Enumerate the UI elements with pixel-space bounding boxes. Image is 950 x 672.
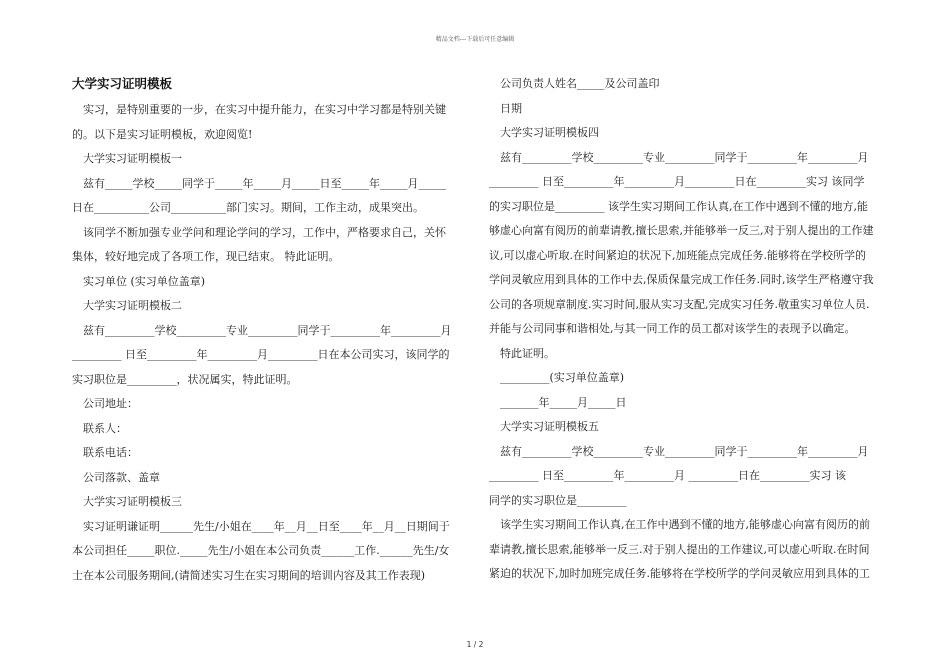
text-line: 大学实习证明模板三	[83, 495, 182, 508]
text-line: 兹有_________学校_________专业_________同学于_________年_________月	[500, 150, 869, 164]
text-line: _______年_____月_____日	[500, 395, 627, 409]
text-line: _________ 日至_________年_________月_________日在本公司实习，该同学的	[72, 348, 450, 361]
text-line: 本公司担任_____职位._____先生/小姐在本公司负责______工作.______先生/女	[72, 544, 450, 557]
text-line: 公司落款、盖章	[83, 470, 160, 484]
left-column	[72, 72, 468, 588]
text-line: 大学实习证明模板四	[500, 126, 599, 139]
text-line: 士在本公司服务期间,(请简述实习生在实习期间的培训内容及其工作表现)	[72, 568, 426, 582]
document-title: 大学实习证明模板	[72, 76, 173, 91]
text-line: 同学的实习职位是_________	[489, 493, 627, 507]
text-line: 实习，是特别重要的一步，在实习中提升能力，在实习中学习都是特别关键	[83, 103, 446, 116]
text-line: 并能与公司同事和谐相处,与其一同工作的员工都对该学生的表现予以确定。	[489, 322, 856, 335]
text-line: 公司地址：	[83, 397, 138, 410]
text-line: _________ 日至_________年_________月_________日在_________实习 该同学	[489, 175, 865, 188]
text-line: 实习单位 (实习单位盖章)	[83, 274, 206, 288]
text-line: 实习证明谦证明______先生/小姐在____年__月__日至____年__月__日期间于	[83, 519, 450, 533]
page-header: 精品文档---下载后可任意编辑	[435, 36, 515, 43]
text-line: 兹有_________学校_________专业_________同学于_________年_________月	[83, 323, 452, 337]
text-line: 大学实习证明模板一	[83, 152, 182, 165]
text-line: 日期	[500, 101, 522, 115]
text-line: 大学实习证明模板二	[83, 299, 182, 312]
text-line: 联系人：	[83, 421, 127, 435]
text-line: 集体，较好地完成了各项工作，现已结束。 特此证明。	[72, 250, 340, 263]
text-line: _________ 日至_________年_________月 _________日在_________实习 该	[489, 469, 846, 482]
text-line: _________(实习单位盖章)	[500, 371, 625, 384]
text-line: 公司负责人姓名_____及公司盖印	[500, 77, 660, 90]
text-line: 够虚心向富有阅历的前辈请教,擅长思索,并能够举一反三,对于别人提出的工作建	[489, 224, 874, 237]
text-line: 的实习职位是_________ 该学生实习期间工作认真,在工作中遇到不懂的地方,能	[489, 199, 868, 213]
text-line: 的。以下是实习证明模板，欢迎阅览!	[72, 127, 253, 141]
right-column-lines	[489, 72, 885, 587]
text-line: 大学实习证明模板五	[500, 420, 599, 433]
page-number: 1 / 2	[466, 640, 484, 649]
text-line: 日在__________公司__________部门实习。期间，工作主动，成果突出。	[72, 201, 424, 214]
text-line: 实习职位是_________，状况属实，特此证明。	[72, 372, 298, 386]
right-column	[489, 72, 885, 587]
text-line: 辈请教,擅长思索,能够举一反三.对于别人提出的工作建议,可以虚心听取.在时间	[489, 542, 870, 556]
text-line: 兹有_____学校_____同学于_____年_____月_____日至_____年_____月_____	[83, 176, 446, 190]
text-line: 该学生实习期间工作认真,在工作中遇到不懂的地方,能够虚心向富有阅历的前	[500, 518, 870, 531]
text-line: 紧迫的状况下,加时加班完成任务.能够将在学校所学的学问灵敏应用到具体的工	[489, 567, 870, 580]
text-line: 特此证明。	[500, 346, 555, 360]
text-line: 议,可以虚心听取.在时间紧迫的状况下,加班能点完成任务.能够将在学校所学的	[489, 248, 866, 262]
text-line: 该同学不断加强专业学问和理论学问的学习，工作中，严格要求自己，关怀	[83, 225, 446, 239]
left-column-lines	[72, 98, 468, 588]
text-line: 联系电话：	[83, 446, 138, 459]
text-line: 公司的各项规章制度.实习时间,服从实习支配,完成实习任务.敬重实习单位人员.	[489, 297, 870, 311]
text-line: 学问灵敏应用到具体的工作中去,保质保量完成工作任务.同时,该学生严格遵守我	[489, 273, 874, 286]
text-line: 兹有_________学校_________专业_________同学于_________年_________月	[500, 444, 869, 458]
